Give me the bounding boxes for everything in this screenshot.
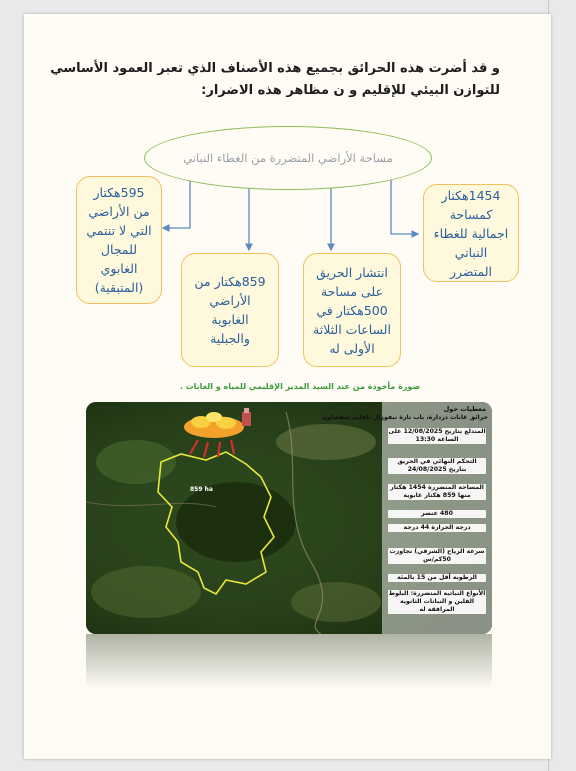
panel-staff: 480 عنصر — [388, 510, 486, 518]
photo-caption: صورة مأخوذة من عند السيد المدير الإقليمي للمياه و الغابات . — [179, 382, 421, 391]
box-859-hectares — [181, 253, 279, 367]
box-595-text: 595هكتار من الأراضي التي لا تنتمي للمجال الغابوي (المتبقية) — [86, 185, 152, 295]
panel-start-date: المندلع بتاريخ 12/08/2025 على الساعة 13:30 — [388, 428, 486, 443]
panel-species: الأنواع النباتية المتضررة: البلوط الفلين و النباتات الثانوية المرافقة له — [388, 590, 486, 613]
fire-data-panel — [321, 402, 492, 634]
center-node-label: مساحة الأراضي المتضررة من الغطاء النباتي — [183, 150, 393, 165]
panel-temperature: درجة الحرارة 44 درجة — [388, 524, 486, 532]
box-1454-text: 1454هكتار كمساحة اجمالية للغطاء النباتي المتضرر — [433, 187, 509, 279]
intro-line-2: للتوازن البيئي للإقليم و ن مظاهر هذه الاضرار: — [201, 83, 500, 98]
intro-paragraph — [50, 58, 500, 102]
photo-reflection — [86, 634, 492, 690]
satellite-photo — [86, 402, 492, 634]
box-595-hectares — [76, 176, 162, 304]
center-node — [144, 126, 432, 190]
intro-line-1: و قد أضرت هذه الحرائق بجميع هذه الأصناف الذي تعبر العمود الأساسي — [50, 61, 500, 76]
box-fire-spread — [303, 253, 401, 367]
box-1454-hectares — [423, 184, 519, 282]
box-spread-text: انتشار الحريق على مساحة 500هكتار في الساعات الثلاثة الأولى له — [313, 264, 391, 356]
panel-title: معطيات حول — [443, 405, 486, 413]
panel-area: المساحة المتضررة 1454 هكتار منها 859 هكتار غابوية — [388, 484, 486, 500]
panel-control-date: التحكم النهائي في الحريق بتاريخ 24/08/2025 — [388, 458, 486, 474]
box-859-text: 859هكتار من الأراضي الغابوية والجبلية — [194, 274, 266, 346]
panel-humidity: الرطوبة أقل من 15 بالمئة — [388, 574, 486, 582]
panel-subtitle: حرائق غابات دردارة، باب تازة تيفوزال بإقليم شفشاون — [321, 414, 488, 421]
burned-area-label: 859 ha — [190, 486, 213, 493]
panel-wind: سرعة الرياح (الشرقي) تجاوزت 50كم/س — [389, 548, 485, 563]
